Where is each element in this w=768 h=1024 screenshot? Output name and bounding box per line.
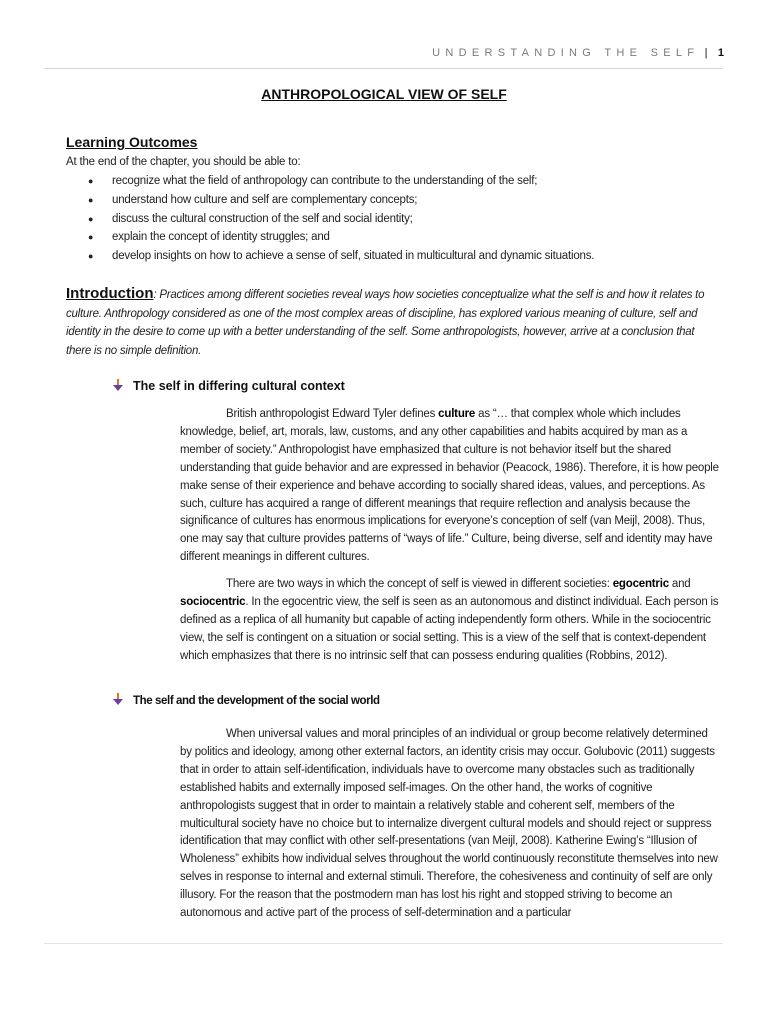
key-term: culture <box>438 408 476 420</box>
running-header <box>432 47 724 59</box>
section-heading-social-world <box>113 693 380 707</box>
bullet-icon: ● <box>88 251 94 262</box>
learning-outcomes-intro: At the end of the chapter, you should be able to: <box>66 156 301 168</box>
paragraph-text: British anthropologist Edward Tyler defines <box>226 408 439 420</box>
arrow-icon <box>113 379 123 391</box>
list-item <box>66 191 594 210</box>
introduction-colon: : <box>153 289 157 301</box>
introduction-heading: Introduction <box>66 285 154 302</box>
introduction-text: Practices among different societies reveal ways how societies conceptualize what the self is and how it relates to culture. Anthropology considered as one of the most complex areas of discipline, has explored various meaning of culture, self and identity in the desire to come up with a better understanding of the self. Some anthropologists, however, arrive at a conclusion that there is no simple definition. <box>66 289 705 357</box>
header-divider <box>44 68 723 69</box>
list-item-text: develop insights on how to achieve a sense of self, situated in multicultural and dynamic situations. <box>112 250 595 263</box>
key-term: sociocentric <box>180 595 246 608</box>
paragraph-text: and <box>668 578 691 590</box>
list-item-text: discuss the cultural construction of the self and social identity; <box>112 212 413 225</box>
header-separator: | <box>704 47 708 59</box>
introduction-paragraph <box>66 285 722 360</box>
arrow-icon <box>113 693 123 705</box>
document-title: ANTHROPOLOGICAL VIEW OF SELF <box>261 86 507 102</box>
running-title: UNDERSTANDING THE SELF <box>432 47 700 59</box>
key-term: egocentric <box>612 578 669 590</box>
bullet-icon: ● <box>88 194 94 205</box>
list-item <box>66 210 594 229</box>
paragraph-text: as “… that complex whole which includes knowledge, belief, art, morals, law, customs, and any other capabilities and habits acquired by man as a member of society.” Anthropologist have emphasized that culture is not behavior itself but the shared understanding that guide behavior and are expressed in behavior (Peacock, 1986). Therefore, it is how people make sense of their experience and behave according to socially shared ideas, values, and perceptions. As such, culture has acquired a range of different meanings that require reflection and analysis because the significance of cultures has enormous implications for everyone’s conception of self (van Meijl, 2008). Thus, one may say that culture provides patterns of “ways of life.” Culture, being diverse, self and identity may have different meanings in different cultures. <box>180 408 719 564</box>
section-heading-cultural-context <box>113 379 345 393</box>
learning-outcomes-heading: Learning Outcomes <box>66 134 198 150</box>
body-paragraph <box>180 576 720 666</box>
learning-outcomes-list <box>66 172 594 266</box>
list-item-text: understand how culture and self are complementary concepts; <box>112 193 418 206</box>
paragraph-text: There are two ways in which the concept of self is viewed in different societies: <box>226 578 613 590</box>
list-item-text: recognize what the field of anthropology can contribute to the understanding of the self; <box>112 175 538 187</box>
list-item <box>66 228 594 247</box>
page-number: 1 <box>717 47 724 59</box>
body-paragraph <box>180 726 720 923</box>
bullet-icon: ● <box>88 232 94 243</box>
section-heading-text: The self and the development of the social world <box>133 695 380 707</box>
list-item <box>66 172 594 191</box>
bullet-icon: ● <box>88 213 94 224</box>
list-item-text: explain the concept of identity struggles; and <box>112 231 330 244</box>
paragraph-text: When universal values and moral principles of an individual or group become relatively determined by politics and ideology, among other external factors, an identity crisis may occur. Golubovic (2011) suggests that in order to attain self-identification, individuals have to overcome many obstacles such as traditionally established habits and externally imposed self-images. On the other hand, the works of cognitive anthropologists suggest that in order to maintain a relatively stable and coherent self, members of the multicultural society have no choice but to internalize divergent cultural models and should reject or suppress identification that may conflict with other self-presentations (van Meijl, 2008). Katherine Ewing’s “Illusion of Wholeness” exhibits how individual selves throughout the world continuously reconstitute themselves into new selves in response to internal and external stimuli. Therefore, the cohesiveness and continuity of self are only illusory. For the reason that the postmodern man has lost his right and stopped striving to become an autonomous and active part of the process of self-determination and a particular <box>180 728 718 920</box>
list-item <box>66 247 594 266</box>
bullet-icon: ● <box>88 176 94 186</box>
paragraph-text: . In the egocentric view, the self is seen as an autonomous and distinct individual. Each person is defined as a replica of all humanity but capable of acting independently form others. While in the sociocentric view, the self is contingent on a situation or social setting. This is a view of the self that is context-dependent which emphasizes that there is no intrinsic self that can possess enduring qualities (Robbins, 2012). <box>180 595 719 662</box>
body-paragraph <box>180 406 720 567</box>
footer-divider <box>44 943 723 944</box>
section-heading-text: The self in differing cultural context <box>133 379 345 393</box>
